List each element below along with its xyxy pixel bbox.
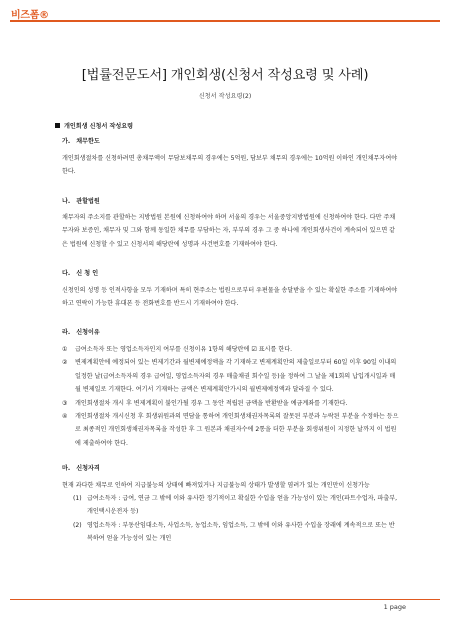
list-item-number: (1): [73, 494, 82, 502]
document-body: [55, 120, 399, 546]
section-body: 채무자의 주소지를 관할하는 지방법원 본원에 신청하여야 하며 서울의 경우는 서울중앙지방법원에 신청하여야 한다. 다만 주채무자와 보증인, 채무자 및 그와 함께 동일한 채무를 부담하는 자, 부부의 경우 그 중 하나에 개인회생사건이 계속되어 있으면 같은 법원에 신청할 수 있고 신청서의 해당란에 성명과 사건번호를 기재하여야 한다.: [62, 214, 396, 248]
header-rule: [10, 20, 440, 22]
section-heading: [62, 267, 399, 280]
section-body: 신청인의 성명 등 인적사항을 모두 기재하며 특히 현주소는 법원으로부터 우편물을 송달받을 수 있는 확실한 주소를 기재하여야 하고 연락이 가능한 휴대폰 등 전화번호를 반드시 기재하여야 한다.: [62, 286, 398, 308]
section-intro: 현재 과다한 채무로 인하여 지급불능의 상태에 빠져있거나 지급불능의 상태가 발생할 염려가 있는 개인만이 신청가능: [62, 481, 370, 489]
document-title: [법률전문도서] 개인회생(신청서 작성요령 및 사례): [81, 68, 369, 83]
list-item-number: ②: [62, 359, 68, 367]
section-title: 관할법원: [76, 197, 100, 205]
list-item: [62, 356, 399, 396]
list-item-text: 급여소득자 또는 영업소득자인지 여부를 신청이유 1항의 해당란에 ☑ 표시를 한다.: [75, 345, 293, 353]
section-body: 개인회생절차를 신청하려면 총채무액이 무담보채무의 경우에는 5억원, 담보부 채무의 경우에는 10억원 이하인 개인채무자여야 한다.: [62, 154, 398, 176]
section-mark: 나.: [62, 197, 71, 205]
section-title: 신 청 인: [76, 270, 99, 278]
list-item: [62, 397, 399, 410]
square-bullet-icon: [55, 123, 60, 128]
list-item-text: 개인회생절차 개시신청 후 회생위원과의 면담을 통하여 개인회생채권자목록의 잘못된 부분과 누락된 부분을 수정하는 등으로 최종적인 개인회생채권자목록을 작성한 후 그 원본과 채권자수에 2통을 더한 부분을 회생위원이 지정한 날까지 이 법원에 제출하여야 한다.: [75, 412, 399, 447]
section-heading: [62, 195, 399, 208]
section-mark: 마.: [62, 465, 71, 473]
list-item-text: 개인회생절차 개시 후 변제계획이 불인가될 경우 그 동안 적립된 금액을 반환받을 예금계좌를 기재한다.: [75, 399, 348, 407]
list-item-number: ③: [62, 399, 68, 407]
list-item-text: 영업소득자 : 부동산임대소득, 사업소득, 농업소득, 임업소득, 그 밖에 이와 유사한 수입을 장래에 계속적으로 또는 반복하여 얻을 가능성이 있는 개인: [87, 521, 395, 543]
section-title: 신청이유: [76, 329, 100, 337]
list-item: [62, 343, 399, 356]
bizforms-logo: 비즈폼®: [11, 10, 49, 21]
section-heading: [62, 326, 399, 339]
page-number: 1 page: [383, 603, 406, 611]
numbered-list: [62, 343, 399, 450]
section-heading: [62, 135, 399, 148]
main-heading-text: 개인회생 신청서 작성요령: [64, 123, 133, 130]
section-title: 채무한도: [76, 138, 100, 146]
footer-rule: [10, 599, 440, 600]
list-item-number: ①: [62, 345, 68, 353]
section-mark: 가.: [62, 138, 71, 146]
list-item: [62, 410, 399, 450]
qualification-list: [73, 492, 399, 546]
list-item-number: (2): [73, 521, 82, 529]
list-item: [73, 519, 399, 546]
main-heading: [55, 120, 399, 133]
list-item-number: ④: [62, 412, 68, 420]
list-item-text: 변제계획안에 예정되어 있는 변제기간과 월변제예정액을 각 기재하고 변제계획안의 제출일로부터 60일 이후 90일 이내의 일정한 날(급여소득자의 경우 급여일, 영업소득자의 경우 매출채권 회수일 등)을 정하여 그 날을 제1회의 납입개시일과 매월 변제일로 기재한다. 여기서 기재하는 금액은 변제계획안가시의 월변제예정액과 달라질 수 있다.: [75, 359, 397, 394]
section-mark: 다.: [62, 270, 71, 278]
section-title: 신청자격: [76, 465, 100, 473]
section-heading: [62, 462, 399, 475]
list-item: [73, 492, 399, 519]
list-item-text: 급여소득자 : 급여, 연금 그 밖에 이와 유사한 정기적이고 확실한 수입을 얻을 가능성이 있는 개인(파트수업자, 파출부, 개인택시운전자 등): [87, 494, 398, 516]
document-subtitle: 신청서 작성요령(2): [198, 93, 252, 100]
section-mark: 라.: [62, 329, 71, 337]
